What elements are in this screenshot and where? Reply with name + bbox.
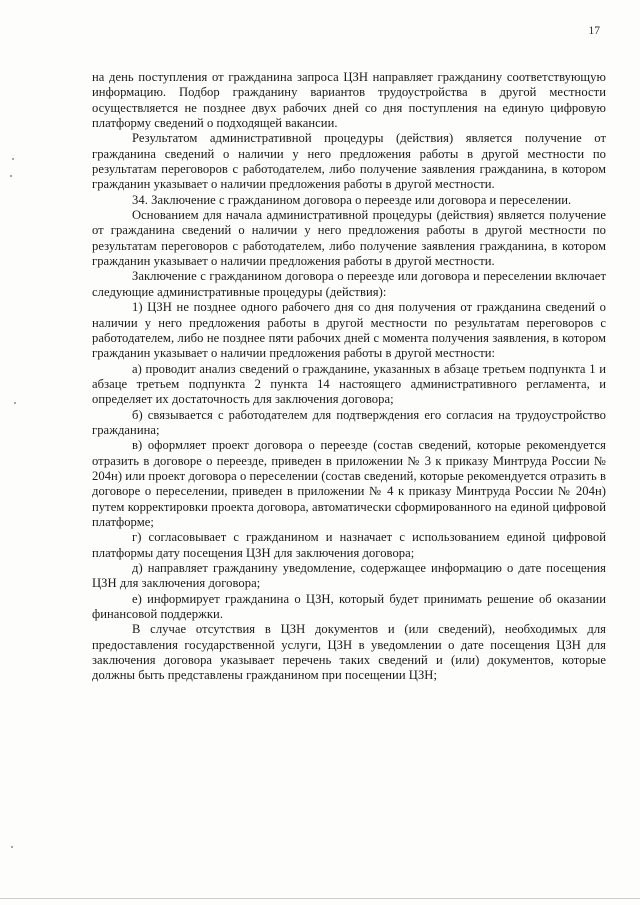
list-item: в) оформляет проект договора о переезде (состав сведений, которые рекомендуется отразить в договоре о переезде, приведен в приложении № 3 к приказу Минтруда России № 204н) или проект договора о переселении (состав сведений, которые рекомендуется отразить в договоре о переселении, приведен в приложении № 4 к приказу Минтруда России № 204н) путем корректировки проекта договора, автоматически сформированного на единой цифровой платформе; [92, 438, 606, 529]
list-item: б) связывается с работодателем для подтверждения его согласия на трудоустройство гражданина; [92, 407, 606, 437]
list-item: е) информирует гражданина о ЦЗН, который будет принимать решение об оказании финансовой поддержки. [92, 591, 606, 622]
paragraph: Заключение с гражданином договора о переезде или договора и переселении включает следующие административные процедуры (действия): [92, 269, 606, 299]
list-item: а) проводит анализ сведений о гражданине, указанных в абзаце третьем подпункта 1 и абзаце третьем подпункта 2 пункта 14 настоящего административного регламента, и определяет их достаточность для заключения договора; [92, 361, 606, 407]
page-number: 17 [588, 25, 600, 37]
list-item: 1) ЦЗН не позднее одного рабочего дня со дня получения от гражданина сведений о наличии у него предложения работы в другой местности по результатам переговоров с работодателем, либо не позднее пяти рабочих дней с момента получения заявления, в котором гражданин указывает о наличии предложения работы в другой местности: [92, 300, 606, 361]
paragraph: Основанием для начала административной процедуры (действия) является получение от гражданина сведений о наличии у него предложения работы в другой местности по результатам переговоров с работодателем, либо получение заявления гражданина, в котором гражданин указывает о наличии предложения работы в другой местности. [92, 208, 606, 269]
document-body [92, 70, 606, 684]
section-heading: 34. Заключение с гражданином договора о переезде или договора и переселении. [132, 192, 572, 207]
paragraph: на день поступления от гражданина запроса ЦЗН направляет гражданину соответствующую информацию. Подбор гражданину вариантов трудоустройства в другой местности осуществляется не позднее двух рабочих дней со дня поступления на единую цифровую платформу сведений о подходящей вакансии. [92, 70, 606, 131]
scan-artifact [11, 846, 13, 848]
scan-artifact [12, 158, 14, 160]
scan-artifact [10, 175, 12, 177]
list-item: д) направляет гражданину уведомление, содержащее информацию о дате посещения ЦЗН для заключения договора; [92, 561, 606, 591]
paragraph: В случае отсутствия в ЦЗН документов и (или сведений), необходимых для предоставления государственной услуги, ЦЗН в уведомлении о дате посещения ЦЗН для заключения договора указывает перечень таких сведений и (или) документов, которые должны быть представлены гражданином при посещении ЦЗН; [92, 622, 606, 683]
list-item: г) согласовывает с гражданином и назначает с использованием единой цифровой платформы дату посещения ЦЗН для заключения договора; [92, 530, 606, 560]
scan-edge [0, 898, 640, 899]
scan-artifact [14, 402, 16, 404]
paragraph: Результатом административной процедуры (действия) является получение от гражданина сведений о наличии у него предложения работы в другой местности по результатам переговоров с работодателем, либо получение заявления гражданина, в котором гражданин указывает о наличии предложения работы в другой местности. [92, 131, 606, 192]
